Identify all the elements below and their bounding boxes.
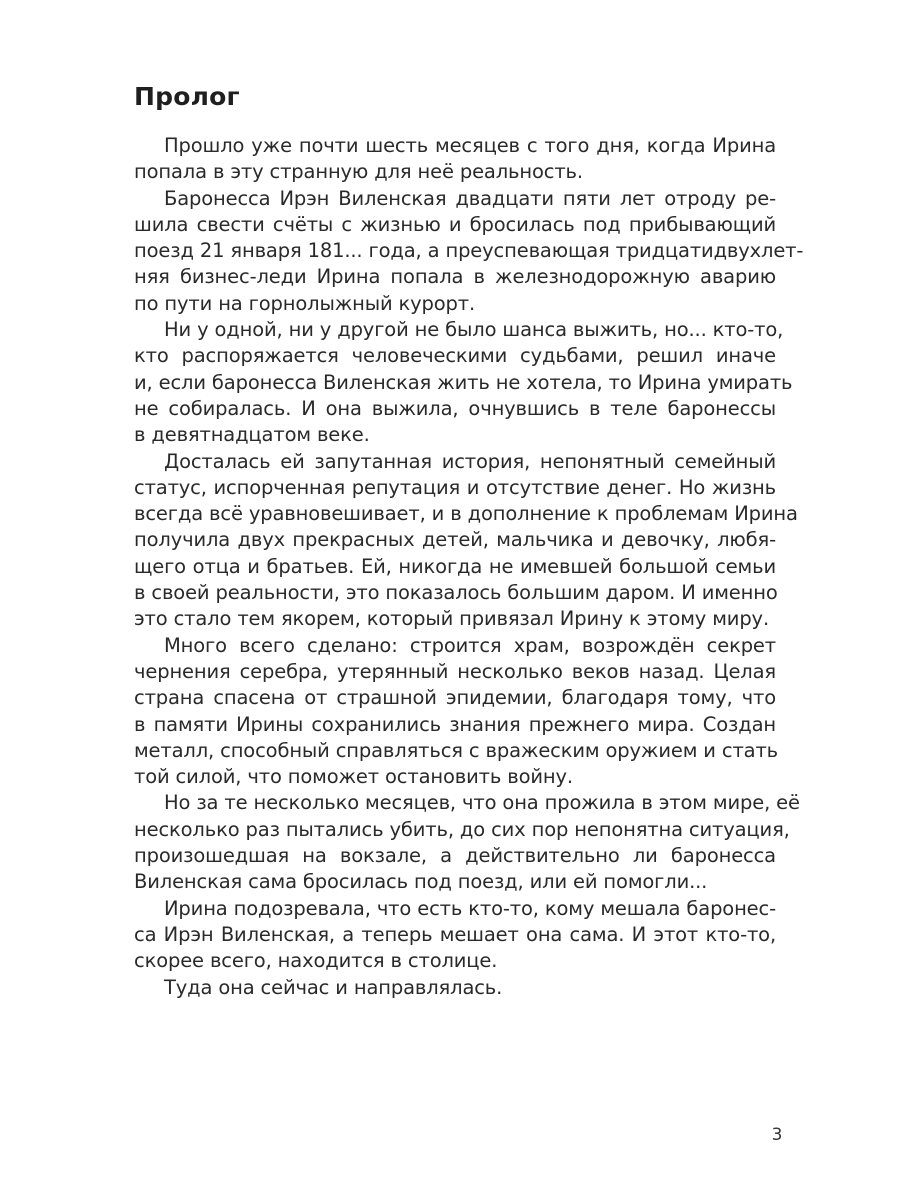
text-line: несколько раз пытались убить, до сих пор непонятна ситуация, — [134, 817, 790, 841]
text-line: Туда она сейчас и направлялась. — [164, 975, 503, 999]
text-line: металл, способный справляться с вражеским оружием и стать — [134, 738, 779, 762]
text-line: кто распоряжается человеческими судьбами, решил иначе — [134, 344, 776, 368]
text-line: Досталась ей запутанная история, непонятный семейный — [164, 449, 776, 473]
text-line: по пути на горнолыжный курорт. — [134, 291, 476, 315]
text-line: попала в эту странную для неё реальность. — [134, 160, 583, 184]
text-line: и, если баронесса Виленская жить не хотела, то Ирина умирать — [134, 370, 793, 394]
text-line: чернения серебра, утерянный несколько веков назад. Целая — [134, 659, 776, 683]
text-line: Прошло уже почти шесть месяцев с того дня, когда Ирина — [164, 134, 776, 157]
text-line: в девятнадцатом веке. — [134, 423, 370, 447]
text-line: той силой, что поможет остановить войну. — [134, 765, 573, 789]
text-line: в своей реальности, это показалось большим даром. И именно — [134, 581, 778, 605]
text-line: всегда всё уравновешивает, и в дополнение к проблемам Ирина — [134, 502, 798, 526]
text-line: Ирина подозревала, что есть кто-то, кому мешала баронес- — [164, 896, 776, 920]
text-line: Виленская сама бросилась под поезд, или ей помогли... — [134, 870, 708, 894]
text-line: Но за те несколько месяцев, что она прожила в этом мире, её — [164, 791, 800, 815]
body-text — [134, 133, 804, 1001]
text-line: няя бизнес-леди Ирина попала в железнодорожную аварию — [134, 265, 776, 289]
text-line: произошедшая на вокзале, а действительно ли баронесса — [134, 844, 776, 868]
text-line: статус, испорченная репутация и отсутствие денег. Но жизнь — [134, 475, 776, 499]
text-line: поезд 21 января 181... года, а преуспевающая тридцатидвухлет- — [134, 239, 804, 263]
text-line: са Ирэн Виленская, а теперь мешает она сама. И этот кто-то, — [134, 922, 776, 946]
text-line: шила свести счёты с жизнью и бросилась под прибывающий — [134, 212, 776, 236]
text-line: Много всего сделано: строится храм, возрождён секрет — [164, 633, 776, 657]
text-line: в памяти Ирины сохранились знания прежнего мира. Создан — [134, 712, 776, 736]
text-line: Ни у одной, ни у другой не было шанса выжить, но... кто-то, — [164, 318, 784, 342]
text-line: не собиралась. И она выжила, очнувшись в теле баронессы — [134, 396, 776, 420]
text-line: Баронесса Ирэн Виленская двадцати пяти лет отроду ре- — [164, 186, 776, 210]
text-line: это стало тем якорем, который привязал Ирину к этому миру. — [134, 607, 769, 631]
chapter-title: Пролог — [134, 82, 240, 111]
text-line: страна спасена от страшной эпидемии, благодаря тому, что — [134, 686, 776, 710]
text-line: щего отца и братьев. Ей, никогда не имевшей большой семьи — [134, 554, 776, 578]
text-line: скорее всего, находится в столице. — [134, 949, 498, 973]
page-number: 3 — [771, 1125, 783, 1145]
text-line: получила двух прекрасных детей, мальчика и девочку, любя- — [134, 528, 776, 552]
